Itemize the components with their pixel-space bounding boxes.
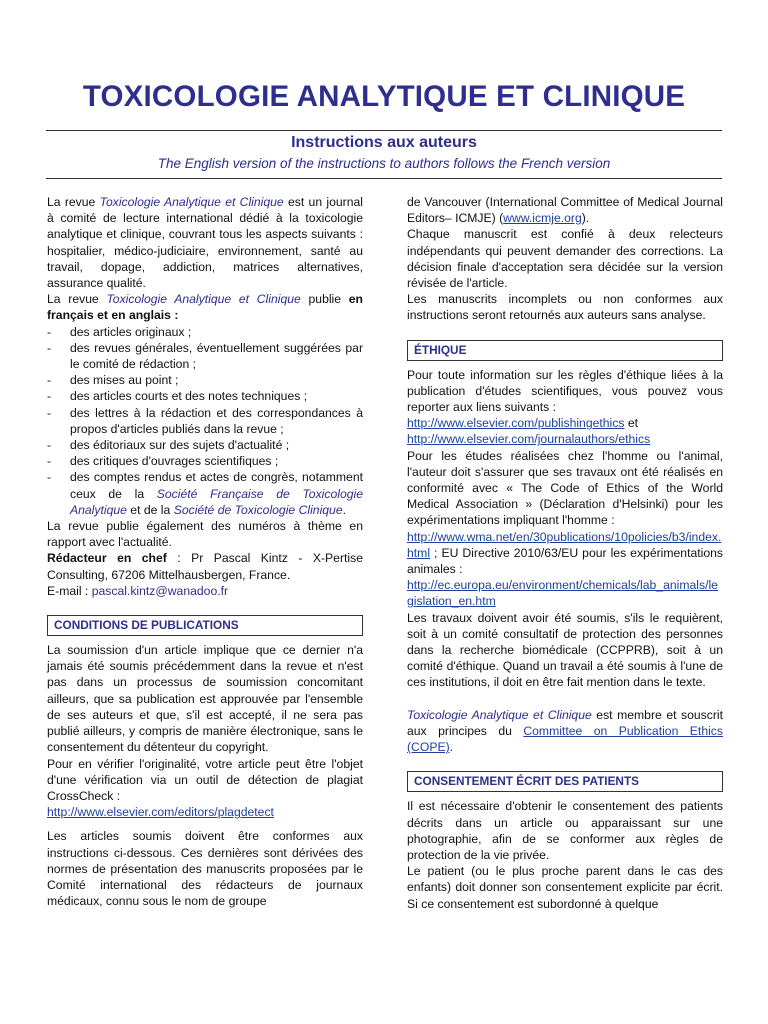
instructions-paragraph: Les articles soumis doivent être conformes aux instructions ci-dessous. Ces dernières sont dérivées des normes de présentation des manuscrits proposées par le Comité international des rédacteurs de journaux médicaux, connu sous le nom de groupe [47,829,363,909]
list-item: - des éditoriaux sur des sujets d'actualité ; [47,437,363,453]
editor-email[interactable]: pascal.kintz@wanadoo.fr [91,583,229,598]
journalauthors-ethics-link[interactable]: http://www.elsevier.com/journalauthors/ethics [407,432,651,447]
editor-paragraph: Rédacteur en chef : Pr Pascal Kintz - X-Pertise Consulting, 67206 Mittelhausbergen, France. [47,551,363,582]
section-heading-consentement: CONSENTEMENT ÉCRIT DES PATIENTS [407,771,723,792]
section-heading-ethique: ÉTHIQUE [407,340,723,361]
eu-animals-link[interactable]: http://ec.europa.eu/environment/chemicals/lab_animals/legislation_en.htm [407,578,718,609]
list-item: - des comptes rendus et actes de congrès, notamment ceux de la Société Française de Toxicologie Analytique et de la Société de Toxicologie Clinique. [47,469,363,518]
conditions-paragraph: La soumission d'un article implique que ce dernier n'a jamais été soumis précédemment dans la revue et n'est pas dans un processus de soumission concomitant ailleurs, que sa publication est approuvée par l'ensemble de ses auteurs et que, s'il est accepté, il ne sera pas publié ailleurs, y compris de manière électronique, sans le consentement du détenteur du copyright. [47,643,363,755]
list-item: - des critiques d'ouvrages scientifiques ; [47,453,363,469]
subtitle: Instructions aux auteurs [291,134,477,151]
committee-paragraph: Les travaux doivent avoir été soumis, s'ils le requièrent, soit à un comité consultatif de protection des personnes dans la recherche biomédicale (CCPPRB), soit à un comité d'éthique. Quand un travail a été soumis à l'une de ces institutions, il doit en être fait mention dans le texte. [407,610,723,690]
subtitle-rule [46,178,722,179]
list-item: - des revues générales, éventuellement suggérées par le comité de rédaction ; [47,340,363,372]
theme-paragraph: La revue publie également des numéros à thème en rapport avec l'actualité. [47,519,363,550]
email-line: E-mail : pascal.kintz@wanadoo.fr [47,583,229,598]
incomplete-paragraph: Les manuscrits incomplets ou non conformes aux instructions seront retournés aux auteurs sans analyse. [407,292,723,323]
left-column [47,194,363,909]
wma-link[interactable]: http://www.wma.net/en/30publications/10policies/b3/index.html [407,529,722,560]
cope-paragraph: Toxicologie Analytique et Clinique est membre et souscrit aux principes du Committee on Publication Ethics (COPE). [407,707,723,755]
icmje-link[interactable]: www.icmje.org [503,211,582,226]
list-item: - des mises au point ; [47,372,363,388]
consent-paragraph-2: Le patient (ou le plus proche parent dans le cas des enfants) doit donner son consentement explicite par écrit. Si ce consentement est subordonné à quelque [407,864,723,911]
publishingethics-link[interactable]: http://www.elsevier.com/publishingethics [407,416,625,431]
intro-paragraph: La revue Toxicologie Analytique et Clinique est un journal à comité de lecture international dédié à la toxicologie analytique et clinique, couvrant tous les aspects suivants : hospitalier, médico-judiciaire, environnement, santé au travail, dopage, addiction, matrices alternatives, assurance qualité. [47,195,363,291]
article-types-list [47,324,363,518]
plagdetect-link[interactable]: http://www.elsevier.com/editors/plagdetect [47,805,274,820]
title-rule [46,130,722,131]
publie-paragraph: La revue Toxicologie Analytique et Clinique publie en français et en anglais : [47,292,363,323]
list-item: - des articles courts et des notes techniques ; [47,388,363,404]
vancouver-paragraph: de Vancouver (International Committee of Medical Journal Editors– ICMJE) (www.icmje.org). [407,195,723,226]
list-item: - des lettres à la rédaction et des correspondances à propos d'articles publiés dans la revue ; [47,405,363,437]
right-column: de Vancouver (International Committee of Medical Journal Editors– ICMJE) (www.icmje.org). Chaque manuscrit est confié à deux relecteurs indépendants qui peuvent demander des corrections. La décision finale d'acceptation sera décidée sur la version révisée de l'article. Les manuscrits incomplets ou non conformes aux instructions seront retournés aux auteurs sans analyse. ÉTHIQUE Pour toute information sur les règles d'éthique liées à la publication d'études scientifiques, vous pouvez vous reporter aux liens suivants : http://www.elsevier.com/publishingethics et http://www.elsevier.com/journalauthors/ethics Pour les études réalisées chez l'homme ou l'animal, l'auteur doit s'assurer que ses travaux ont été réalisés en conformité avec « The Code of Ethics of the World Medical Association » (Déclaration d'Helsinki) pour les expérimentations impliquant l'homme : http://www.wma.net/en/30publications/10policies/b3/index.html ; EU Directive 2010/63/EU pour les expérimentations animales : http://ec.europa.eu/environment/chemicals/lab_animals/legislation_en.htm Les travaux doivent avoir été soumis, s'ils le requièrent, soit à un comité consultatif de protection des personnes dans la recherche biomédicale (CCPPRB), soit à un comité d'éthique. Quand un travail a été soumis à l'une de ces institutions, il doit en être fait mention dans le texte. Toxicologie Analytique et Clinique est membre et souscrit aux principes du Committee on Publication Ethics (COPE). CONSENTEMENT ÉCRIT DES PATIENTS Il est nécessaire d'obtenir le consentement des patients décrits dans un article ou apparaissant sur une photographie, afin de se conformer aux règles de protection de la vie privée. Le patient (ou le plus proche parent dans le cas des enfants) doit donner son consentement explicite par écrit. Si ce consentement est subordonné à quelque [407,195,723,911]
cope-link[interactable]: Committee on Publication Ethics (COPE) [407,723,723,755]
helsinki-paragraph: Pour les études réalisées chez l'homme ou l'animal, l'auteur doit s'assurer que ses travaux ont été réalisés en conformité avec « The Code of Ethics of the World Medical Association » (Déclaration d'Helsinki) pour les expérimentations impliquant l'homme : [407,448,723,528]
section-heading-conditions: CONDITIONS DE PUBLICATIONS [47,615,363,636]
consent-paragraph: Il est nécessaire d'obtenir le consentement des patients décrits dans un article ou apparaissant sur une photographie, afin de se conformer aux règles de protection de la vie privée. [407,799,723,862]
english-version-note: The English version of the instructions to authors follows the French version [157,156,611,171]
ethics-info-paragraph: Pour toute information sur les règles d'éthique liées à la publication d'études scientifiques, vous pouvez vous reporter aux liens suivants : [407,367,723,415]
originality-paragraph: Pour en vérifier l'originalité, votre article peut être l'objet d'une vérification via un outil de détection de plagiat CrossCheck : [47,756,363,803]
relecteurs-paragraph: Chaque manuscrit est confié à deux relecteurs indépendants qui peuvent demander des corrections. La décision finale d'acceptation sera décidée sur la version révisée de l'article. [407,227,723,291]
page-title: TOXICOLOGIE ANALYTIQUE ET CLINIQUE [82,80,686,113]
list-item: - des articles originaux ; [47,324,363,340]
